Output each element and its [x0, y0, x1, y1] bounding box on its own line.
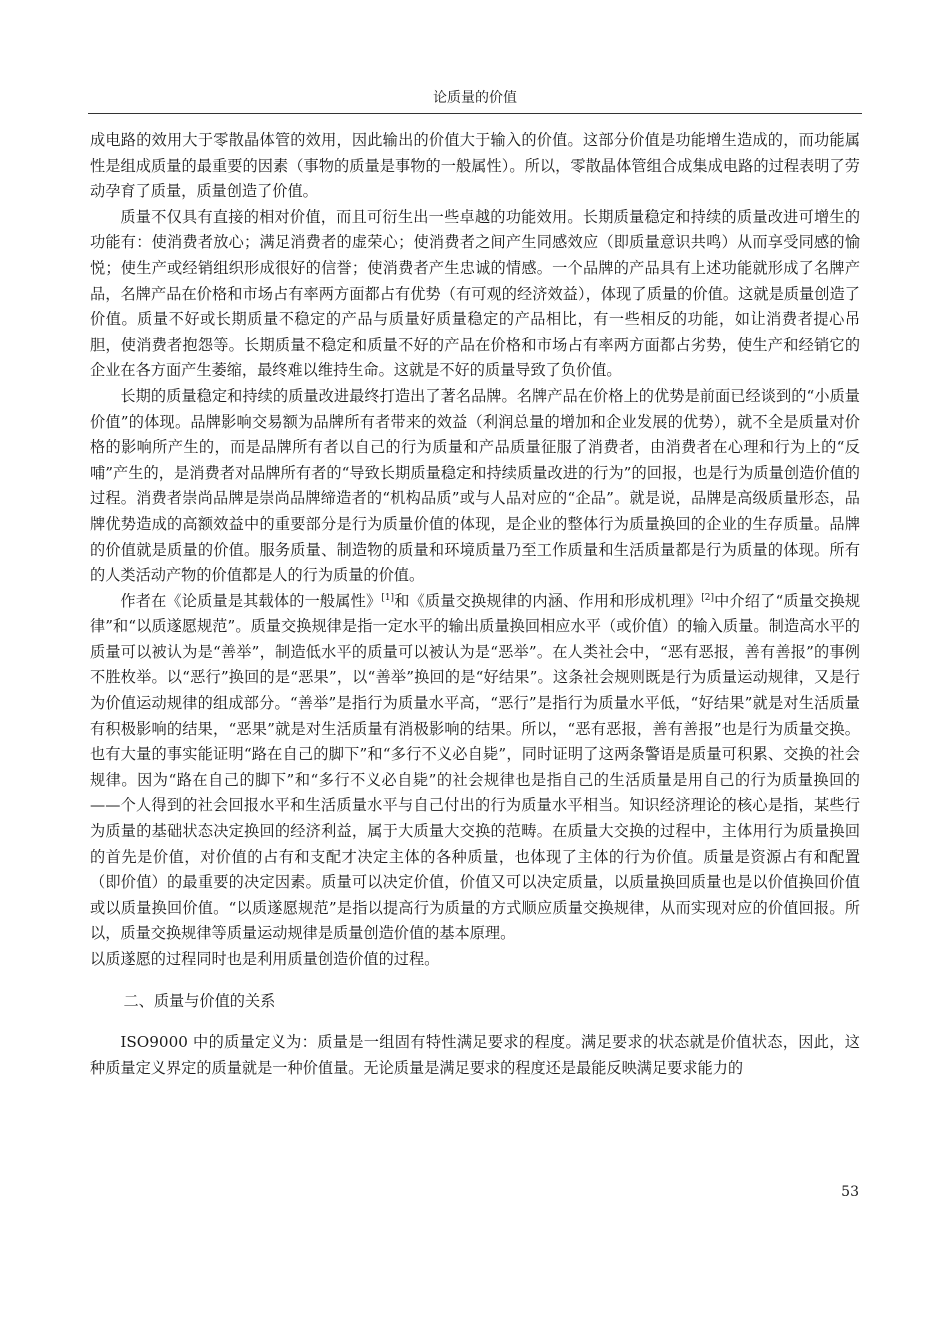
section-heading: 二、质量与价值的关系: [123, 991, 276, 1010]
paragraph-4-continuation: 以质遂愿的过程同时也是利用质量创造价值的过程。: [90, 950, 440, 968]
paragraph-4-part-3: 中介绍了“质量交换规律”和“以质遂愿规范”。质量交换规律是指一定水平的输出质量换回相应水平（或价值）的输入质量。制造高水平的质量可以被认为是“善举”，制造低水平的质量可以被认为是“恶举”。在人类社会中，“恶有恶报，善有善报”的事例不胜枚举。以“恶行”换回的是“恶果”，以“善举”换回的是“好结果”。这条社会规则既是行为质量运动规律，又是行为价值运动规律的组成部分。“善举”是指行为质量水平高，“恶行”是指行为质量水平低，“好结果”就是对生活质量有积极影响的结果，“恶果”就是对生活质量有消极影响的结果。所以，“恶有恶报，善有善报”也是行为质量交换。也有大量的事实能证明“路在自己的脚下”和“多行不义必自毙”，同时证明了这两条警语是质量可积累、交换的社会规律。因为“路在自己的脚下”和“多行不义必自毙”的社会规律也是指自己的生活质量是用自己的行为质量换回的——个人得到的社会回报水平和生活质量水平与自己付出的行为质量水平相当。知识经济理论的核心是指，某些行为质量的基础状态决定换回的经济利益，属于大质量大交换的范畴。在质量大交换的过程中，主体用行为质量换回的首先是价值，对价值的占有和支配才决定主体的各种质量，也体现了主体的行为价值。质量是资源占有和配置（即价值）的最重要的决定因素。质量可以决定价值，价值又可以决定质量，以质量换回质量也是以价值换回价值或以质量换回价值。“以质遂愿规范”是指以提高行为质量的方式顺应质量交换规律，从而实现对应的价值回报。所以，质量交换规律等质量运动规律是质量创造价值的基本原理。: [90, 591, 861, 943]
paragraph-2: 质量不仅具有直接的相对价值，而且可衍生出一些卓越的功能效用。长期质量稳定和持续的质量改进可增生的功能有：使消费者放心；满足消费者的虚荣心；使消费者之间产生同感效应（即质量意识共鸣）从而享受同感的愉悦；使生产或经销组织形成很好的信誉；使消费者产生忠诚的情感。一个品牌的产品具有上述功能就形成了名牌产品，名牌产品在价格和市场占有率两方面都占有优势（有可观的经济效益），体现了质量的价值。这就是质量创造了价值。质量不好或长期质量不稳定的产品与质量好质量稳定的产品相比，有一些相反的功能，如让消费者提心吊胆，使消费者抱怨等。长期质量不稳定和质量不好的产品在价格和市场占有率两方面都占劣势，使生产和经销它的企业在各方面产生萎缩，最终难以维持生命。这就是不好的质量导致了负价值。: [90, 207, 860, 380]
paragraph-4-part-2: 和《质量交换规律的内涵、作用和形成机理》: [394, 591, 702, 610]
running-head-title: 论质量的价值: [433, 90, 517, 106]
body-text: [90, 128, 860, 1081]
citation-2[interactable]: [2]: [701, 592, 714, 603]
paragraph-4-part-1: 作者在《论质量是其载体的一般属性》: [120, 591, 382, 610]
paragraph-1: 成电路的效用大于零散晶体管的效用，因此输出的价值大于输入的价值。这部分价值是功能增生造成的，而功能属性是组成质量的最重要的因素（事物的质量是事物的一般属性）。所以，零散晶体管组合成集成电路的过程表明了劳动孕育了质量，质量创造了价值。: [90, 131, 860, 201]
citation-1[interactable]: [1]: [381, 592, 395, 603]
paragraph-3: 长期的质量稳定和持续的质量改进最终打造出了著名品牌。名牌产品在价格上的优势是前面已经谈到的“小质量价值”的体现。品牌影响交易额为品牌所有者带来的效益（利润总量的增加和企业发展的优势），就不全是质量对价格的影响所产生的，而是品牌所有者以自己的行为质量和产品质量征服了消费者，由消费者在心理和行为上的“反哺”产生的，是消费者对品牌所有者的“导致长期质量稳定和持续质量改进的行为”的回报，也是行为质量创造价值的过程。消费者崇尚品牌是崇尚品牌缔造者的“机构品质”或与人品对应的“企品”。就是说，品牌是高级质量形态，品牌优势造成的高额效益中的重要部分是行为质量价值的体现，是企业的整体行为质量换回的企业的生存质量。品牌的价值就是质量的价值。服务质量、制造物的质量和环境质量乃至工作质量和生活质量都是行为质量的体现。所有的人类活动产物的价值都是人的行为质量的价值。: [90, 386, 860, 585]
page-number: 53: [841, 1184, 859, 1200]
paragraph-final: ISO9000 中的质量定义为：质量是一组固有特性满足要求的程度。满足要求的状态就是价值状态，因此，这种质量定义界定的质量就是一种价值量。无论质量是满足要求的程度还是最能反映满足要求能力的: [90, 1033, 860, 1077]
paragraph-4: [90, 589, 860, 947]
header-rule: [88, 113, 862, 114]
